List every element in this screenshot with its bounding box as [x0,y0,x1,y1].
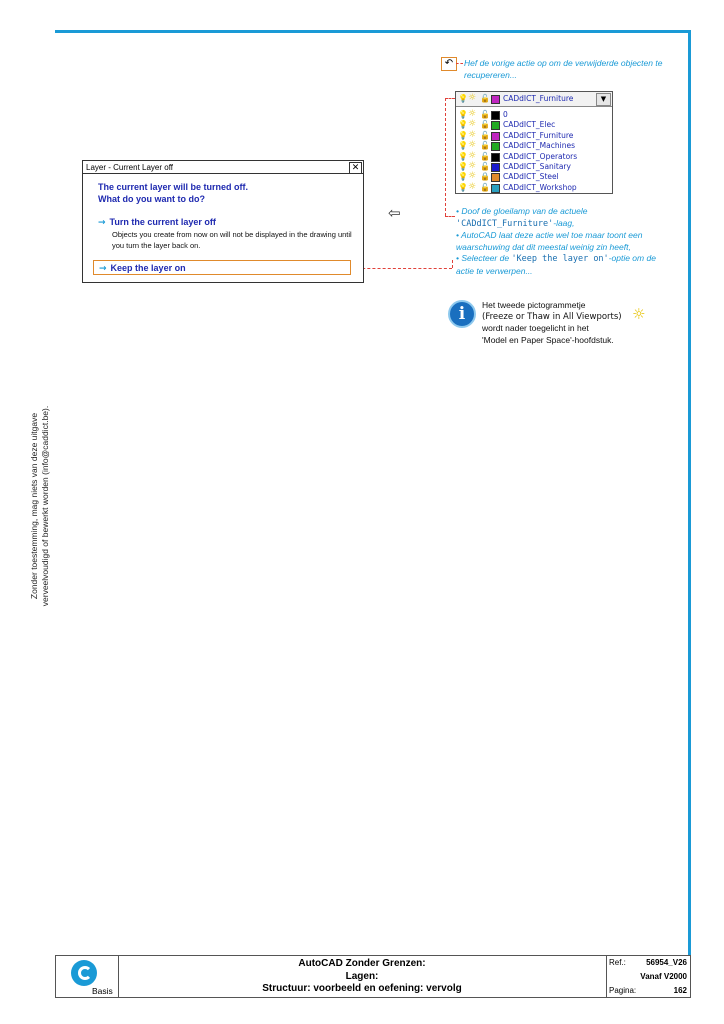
unlock-icon[interactable]: 🔓 [480,162,490,171]
info-note [482,300,642,346]
undo-hint-text: Hef de vorige actie op om de verwijderde objecten te recupereren... [464,58,663,80]
connector-line [445,98,446,216]
layer-row[interactable] [458,131,608,141]
lightbulb-icon[interactable]: 💡 [458,182,468,192]
lock-icon[interactable]: 🔒 [480,172,490,182]
layer-name: CADdICT_Furniture [503,94,574,103]
copyright-line-2: verveelvoudigd of bewerkt worden (info@caddict.be). [40,405,50,607]
turn-layer-off-option[interactable] [98,216,353,251]
info-line-4: 'Model en Paper Space'-hoofdstuk. [482,334,614,345]
undo-icon[interactable]: ↶ [441,57,457,71]
footer-title-1: AutoCAD Zonder Grenzen: [298,958,426,969]
option2-label: Keep the layer on [110,263,186,273]
layer-row[interactable] [458,110,608,120]
connector-line [445,216,455,217]
freeze-sun-icon[interactable]: ☼ [468,109,477,119]
copyright-line-1: Zonder toestemming, mag niets van deze uitgave [29,412,39,600]
lightbulb-icon[interactable]: 💡 [458,120,468,130]
lightbulb-icon[interactable]: 💡 [458,130,468,140]
lightbulb-icon[interactable]: 💡 [458,162,468,171]
ref-label: Ref.: [609,958,626,967]
unlock-icon[interactable]: 🔓 [480,94,490,103]
layer-name: CADdICT_Sanitary [503,162,571,171]
layer-color-swatch[interactable] [491,111,500,120]
layer-name: 0 [503,110,508,119]
dialog-question-line-1: The current layer will be turned off. [98,182,249,192]
copyright-note [29,336,51,676]
freeze-sun-icon[interactable]: ☼ [468,119,477,130]
unlock-icon[interactable]: 🔓 [480,130,490,140]
unlock-icon[interactable]: 🔓 [480,182,490,192]
layer-row[interactable] [458,141,608,151]
layer-row[interactable] [458,172,608,182]
instruction-bullets [456,206,666,277]
layer-row[interactable] [458,183,608,193]
layer-name: CADdICT_Elec [503,120,556,130]
freeze-sun-icon: ☼ [632,305,646,323]
dialog-question-line-2: What do you want to do? [98,194,205,204]
bullet-1: • Doof de gloeilamp van de actuele 'CADdICT_Furniture'-laag, [456,206,588,229]
connector-line [452,260,453,268]
lightbulb-icon[interactable]: 💡 [458,141,468,151]
lightbulb-icon[interactable]: 💡 [458,94,468,103]
layer-color-swatch[interactable] [491,142,500,151]
layer-color-swatch[interactable] [491,163,500,172]
bullet-2: • AutoCAD laat deze actie wel toe maar toont een waarschuwing dat dit meestal weinig zin heeft, [456,230,643,252]
lightbulb-icon[interactable]: 💡 [458,110,468,119]
layer-color-swatch[interactable] [491,132,500,141]
dialog-question [98,181,353,205]
freeze-sun-icon[interactable]: ☼ [468,161,477,171]
version-value: Vanaf V2000 [640,972,687,981]
freeze-sun-icon[interactable]: ☼ [468,140,477,151]
layer-row[interactable] [458,120,608,130]
page-frame-top [55,30,691,33]
info-line-3: wordt nader toegelicht in het [482,323,589,333]
current-layer-off-dialog [82,160,364,283]
layer-color-swatch[interactable] [491,184,500,193]
footer-title-3: Structuur: voorbeeld en oefening: vervolg [262,983,462,994]
layer-name: CADdICT_Workshop [503,182,577,192]
layer-row[interactable] [458,162,608,172]
layer-dropdown[interactable] [455,91,613,194]
footer-meta [606,956,691,997]
info-icon: i [448,300,476,328]
unlock-icon[interactable]: 🔓 [480,110,490,119]
layer-color-swatch [491,95,500,104]
page-label: Pagina: [609,986,637,995]
arrow-right-icon: → [99,264,107,274]
arrow-right-icon: → [98,218,106,228]
layer-row-current [458,94,608,104]
dialog-title: Layer - Current Layer off [83,161,363,174]
ref-value: 56954_V26 [646,958,687,967]
unlock-icon[interactable]: 🔓 [480,141,490,151]
close-icon[interactable]: ✕ [349,162,362,174]
footer-title-2: Lagen: [345,970,379,982]
keep-layer-on-option[interactable] [93,260,351,275]
unlock-icon[interactable]: 🔓 [480,151,490,161]
lightbulb-icon[interactable]: 💡 [458,151,468,161]
footer-title [119,958,605,996]
page-number: 162 [673,986,687,995]
connector-line [352,268,452,269]
option1-description: Objects you create from now on will not be displayed in the drawing until you turn the layer back on. [112,230,352,250]
lightbulb-icon[interactable]: 💡 [458,172,468,182]
page-frame-right [688,30,691,955]
freeze-sun-icon[interactable]: ☼ [468,93,477,103]
arrow-left-icon: ⇦ [388,204,401,222]
option1-label: Turn the current layer off [109,217,216,227]
info-line-2: (Freeze or Thaw in All Viewports) [482,311,622,322]
layer-name: CADdICT_Furniture [503,130,574,140]
freeze-sun-icon[interactable]: ☼ [468,181,477,192]
logo-c-mark [78,966,92,980]
info-line-1: Het tweede pictogrammetje [482,300,586,310]
layer-color-swatch[interactable] [491,121,500,130]
bullet-3: • Selecteer de 'Keep the layer on'-optie om de actie te verwerpen... [456,253,656,276]
layer-name: CADdICT_Operators [503,151,578,161]
footer-level: Basis [92,986,113,996]
layer-color-swatch[interactable] [491,153,500,162]
layer-dropdown-current[interactable] [456,92,612,107]
caddict-logo [56,956,119,997]
freeze-sun-icon[interactable]: ☼ [468,171,477,182]
undo-connector [456,63,463,64]
unlock-icon[interactable]: 🔓 [480,120,490,130]
layer-name: CADdICT_Machines [503,141,575,151]
freeze-sun-icon[interactable]: ☼ [468,129,477,140]
chevron-down-icon[interactable]: ▼ [596,93,611,106]
freeze-sun-icon[interactable]: ☼ [468,150,477,161]
layer-name: CADdICT_Steel [503,172,559,182]
connector-line [445,98,455,99]
layer-color-swatch[interactable] [491,173,500,182]
page-footer [55,955,691,998]
layer-row[interactable] [458,152,608,162]
